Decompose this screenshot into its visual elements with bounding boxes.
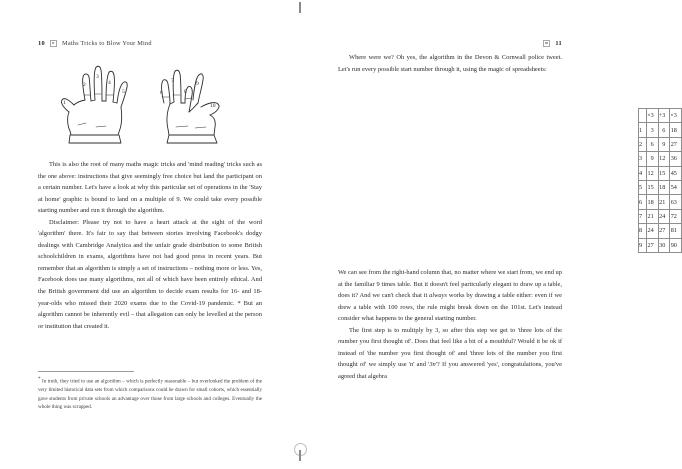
table-cell: 9 (639, 238, 647, 252)
table-cell: 12 (658, 152, 670, 166)
table-cell: 21 (658, 195, 670, 209)
table-cell: 21 (647, 209, 659, 223)
table-cell: 9 (647, 152, 659, 166)
table-cell: 6 (647, 137, 659, 151)
table-row (639, 238, 682, 252)
table-header-row (639, 109, 682, 123)
table-cell: 6 (639, 195, 647, 209)
table-cell: 24 (658, 209, 670, 223)
table-row (639, 195, 682, 209)
table-cell: 27 (670, 137, 682, 151)
svg-text:3: 3 (96, 74, 99, 80)
paragraph-disclaimer: Disclaimer: Please try not to have a heart attack at the sight of the word 'algorithm' there. It's fair to say that between stories involving Facebook's dodgy dealings with Cambridge Analytica and the unfair grade distribution to some British schoolchildren in exams, algorithms have not had good press in recent years. But remember that an algorithm is simply a set of instructions – nothing more or less. Yes, Facebook does use many algorithms, not all of which have been entirely ethical. And the British government did use an algorithm to decide exam results for 16- and 18-year-olds who missed their 2020 exams due to the Covid-19 pandemic. * But an algorithm cannot be inherently evil – that allegation can only be levelled at the person or institution that created it. (38, 218, 262, 330)
table-cell: 63 (670, 195, 682, 209)
table-header-cell-times3a: ×3 (647, 109, 659, 123)
table-header-cell-plus3: +3 (658, 109, 670, 123)
table-cell: 36 (670, 152, 682, 166)
running-head-left (38, 40, 152, 47)
svg-text:4: 4 (108, 80, 111, 86)
svg-text:10: 10 (210, 103, 216, 109)
table-cell: 27 (647, 238, 659, 252)
footnote-block (38, 375, 262, 411)
table-cell: 2 (639, 137, 647, 151)
svg-text:9: 9 (196, 81, 199, 87)
table-cell: 18 (670, 123, 682, 137)
paragraph-table-analysis: We can see from the right-hand column that, no matter where we start from, we end up at the familiar 9 times table. But it doesn't feel particularly elegant to draw up a table, does it? And we can't check that it always works by drawing a table either: even if we drew a table with 100 rows, the rule might break down on the 101st. Let's instead consider what happens to the general starting number. (338, 269, 562, 323)
table-cell: 9 (658, 137, 670, 151)
table-cell: 6 (658, 123, 670, 137)
algorithm-results-table (638, 108, 682, 253)
table-cell: 8 (639, 224, 647, 238)
left-page-body (38, 159, 262, 332)
paragraph-algebra-intro: The first step is to multiply by 3, so after this step we get to 'three lots of the number you first thought of'. Does that feel like a bit of a mouthful? Would it be ok if instead of 'the number you first thought of' and 'three lots of the number you first thought of' we simply use 'n' and '3n'? If you answered 'yes', congratulations, you've agreed that algebra (338, 326, 563, 380)
table-row (639, 152, 682, 166)
table-cell: 3 (647, 123, 659, 137)
table-cell: 81 (670, 224, 682, 238)
svg-text:8: 8 (184, 89, 187, 95)
table-body (639, 123, 682, 253)
running-head-right (543, 40, 562, 47)
table-cell: 90 (670, 238, 682, 252)
table-cell: 18 (647, 195, 659, 209)
table-cell: 15 (647, 180, 659, 194)
book-title: Maths Tricks to Blow Your Mind (62, 40, 152, 47)
table-header-cell-blank (639, 109, 647, 123)
page-number-right: 11 (555, 40, 562, 47)
table-cell: 1 (639, 123, 647, 137)
table-cell: 15 (658, 166, 670, 180)
table-cell: 72 (670, 209, 682, 223)
svg-text:1: 1 (63, 100, 66, 106)
table-cell: 24 (647, 224, 659, 238)
table-cell: 12 (647, 166, 659, 180)
table-cell: 7 (639, 209, 647, 223)
right-page (300, 0, 677, 469)
table-cell: 27 (658, 224, 670, 238)
page-number-left: 10 (38, 40, 46, 47)
svg-text:6: 6 (160, 90, 163, 96)
right-page-body (338, 267, 562, 382)
table-cell: 3 (639, 152, 647, 166)
svg-text:2: 2 (83, 82, 86, 88)
two-hands-finger-counting-diagram (38, 55, 262, 150)
table-cell: 30 (658, 238, 670, 252)
left-page (0, 0, 300, 469)
table-cell: 18 (658, 180, 670, 194)
table-row (639, 166, 682, 180)
square-ornament-icon (50, 40, 57, 47)
table-row (639, 137, 682, 151)
table-cell: 5 (639, 180, 647, 194)
table-row (639, 180, 682, 194)
paragraph-main-trick: This is also the root of many maths magic tricks and 'mind reading' tricks such as the one above: instructions that give seemingly free choice but land the participant on a certain number. Let's have a look at why this particular set of operations in the 'Stay at home' graphic is bound to land on a multiple of 9. We could take every possible starting number and run it through the algorithm. (38, 161, 262, 215)
footnote-marker: * (38, 376, 41, 382)
table-cell: 4 (639, 166, 647, 180)
table-header-cell-times3b: ×3 (670, 109, 682, 123)
paragraph-intro: Where were we? Oh yes, the algorithm in the Devon & Cornwall police tweet. Let's run every possible start number through it, using the magic of spreadsheets: (338, 54, 562, 73)
table-row (639, 123, 682, 137)
footnote-divider (38, 371, 134, 372)
square-ornament-icon (543, 40, 550, 47)
svg-text:7: 7 (171, 78, 174, 84)
table-cell: 54 (670, 180, 682, 194)
table-row (639, 209, 682, 223)
right-page-intro (338, 52, 562, 75)
table-cell: 45 (670, 166, 682, 180)
footnote-text: In truth, they tried to use an algorithm – which is perfectly reasonable – but overlooked the problem of the very limited historical data sets from which comparisons could be drawn for small cohorts, which essentially gave students from private schools an advantage over those from large schools and colleges. Eventually the whole thing was scrapped. (38, 378, 262, 410)
svg-text:5: 5 (122, 89, 125, 95)
table-row (639, 224, 682, 238)
